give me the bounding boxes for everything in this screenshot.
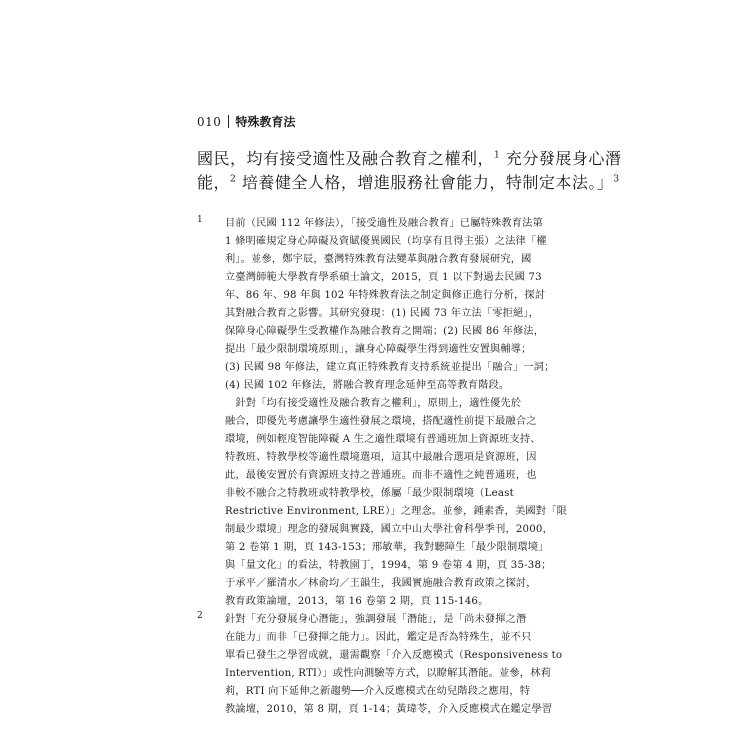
footnote-line: 立臺灣師範大學教育學系碩士論文，2015，頁 1 以下對過去民國 73 [225, 272, 542, 283]
footnote-line: (3) 民國 98 年修法，建立真正特殊教育支持系統並提出「融合」一詞； [225, 362, 555, 373]
footnote-line: 年、86 年、98 年與 102 年特殊教育法之制定與修正進行分析，探討 [225, 290, 546, 301]
footnote-line: 特教班、特教學校等適性環境選項，這其中最融合選項是資源班，因 [225, 452, 537, 463]
footnote-line: 與「量文化」的看法，特教園丁，1994，第 9 卷第 4 期，頁 35-38； [225, 560, 552, 571]
footnote-line: 非較不融合之特教班或特教學校，係屬「最少限制環境（Least [225, 488, 514, 499]
footnote-mark: 2 [197, 611, 203, 621]
page-number: 010 [197, 114, 222, 129]
footnote-line: 提出「最少限制環境原則」，讓身心障礙學生得到適性安置與輔導； [225, 344, 532, 355]
footnote-line: 教育政策論壇，2013，第 16 卷第 2 期，頁 115-146。 [225, 596, 489, 607]
footnote-line: 目前（民國 112 年修法），「接受適性及融合教育」已屬特殊教育法第 [225, 218, 543, 229]
footnote-line: 針對「均有接受適性及融合教育之權利」，原則上，適性優先於 [225, 398, 522, 409]
footnote-body [225, 215, 567, 611]
footnote-line: 針對「充分發展身心潛能」，強調發展「潛能」，是「尚未發揮之潛 [225, 614, 527, 625]
footnote-line: (4) 民國 102 年修法，將融合教育理念延伸至高等教育階段。 [225, 380, 510, 391]
footnote-line: 單看已發生之學習成就，還需觀察「介入反應模式（Responsiveness to [225, 650, 563, 661]
footnote-ref-3[interactable]: 3 [613, 174, 620, 185]
body-text-1b: 充分發展身心潛 [500, 149, 622, 168]
body-text-2b: 培養健全人格，增進服務社會能力，特制定本法。」 [236, 173, 614, 192]
body-text-1a: 國民，均有接受適性及融合教育之權利， [197, 149, 495, 168]
footnote-2 [197, 611, 563, 719]
footnotes-section [197, 215, 567, 719]
footnote-line: 其對融合教育之影響。其研究發現：(1) 民國 73 年立法「零拒絕」， [225, 308, 540, 319]
footnote-line: 制最少環境」理念的發展與實踐，國立中山大學社會科學季刊，2000， [225, 524, 553, 535]
running-head [197, 113, 295, 130]
header-divider [228, 115, 229, 128]
main-paragraph [197, 147, 622, 195]
footnote-line: 利」。並參，鄭宇辰，臺灣特殊教育法變革與融合教育發展研究，國 [225, 254, 532, 265]
footnote-line: 1 條明確規定身心障礙及資賦優異國民（均享有且得主張）之法律「權 [225, 236, 547, 247]
footnote-line: 融合，即優先考慮讓學生適性發展之環境，搭配適性前提下最融合之 [225, 416, 537, 427]
book-title: 特殊教育法 [235, 115, 296, 129]
footnote-line: 第 2 卷第 1 期，頁 143-153；邢敏華，我對聽障生「最少限制環境」 [225, 542, 549, 553]
footnote-line: 環境，例如輕度智能障礙 A 生之適性環境有普通班加上資源班支持、 [225, 434, 541, 445]
footnote-ref-1[interactable]: 1 [494, 150, 501, 161]
footnote-ref-2[interactable]: 2 [230, 174, 237, 185]
body-line-1 [197, 147, 622, 171]
footnote-line: 保障身心障礙學生受教權作為融合教育之開端；(2) 民國 86 年修法， [225, 326, 545, 337]
footnote-line: 莉，RTI 向下延伸之新趨勢──介入反應模式在幼兒階段之應用，特 [225, 686, 531, 697]
body-line-2 [197, 171, 620, 195]
footnote-line: 此，最後安置於有資源班支持之普通班。而非不適性之純普通班，也 [225, 470, 537, 481]
footnote-mark: 1 [197, 215, 203, 225]
footnote-line: Intervention, RTI）」或性向測驗等方式，以瞭解其潛能。並參，林莉 [225, 668, 551, 679]
footnote-body [225, 611, 563, 719]
footnote-line: Restrictive Environment, LRE）」之理念。並參，鍾素香，美國對「限 [225, 506, 567, 517]
footnote-line: 在能力」而非「已發揮之能力」。因此，鑑定是否為特殊生，並不只 [225, 632, 532, 643]
footnote-line: 于承平／羅清水／林俞均／王韻生，我國實施融合教育政策之探討， [225, 578, 537, 589]
footnote-line: 教論壇，2010，第 8 期，頁 1-14；黃瑋苓，介入反應模式在鑑定學習 [225, 704, 553, 715]
body-text-2a: 能， [197, 173, 231, 192]
footnote-1 [197, 215, 567, 611]
